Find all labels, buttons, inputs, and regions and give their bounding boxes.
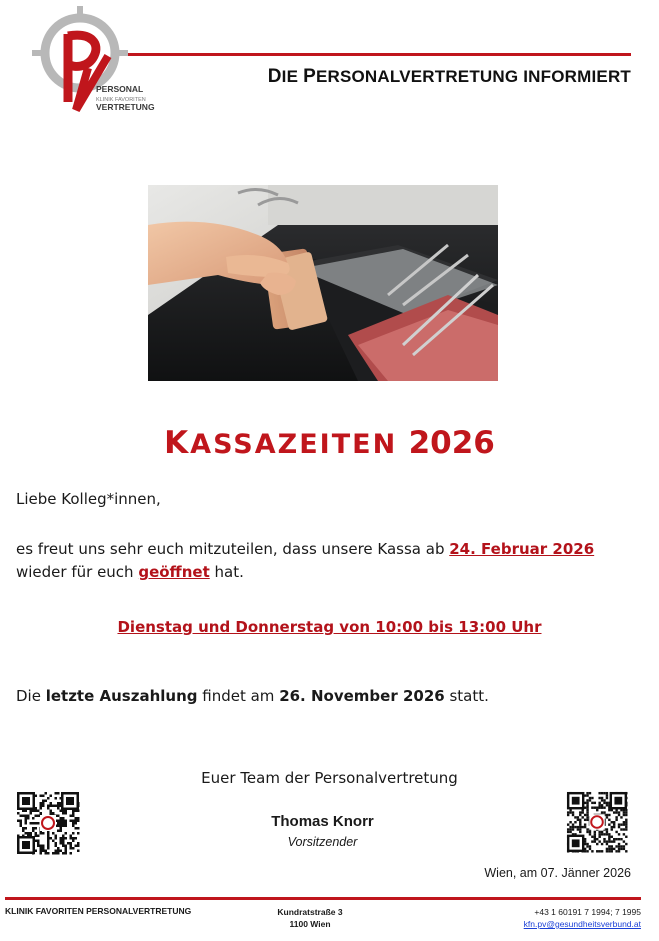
qr-code-icon[interactable] — [566, 791, 628, 853]
footer-contact — [440, 906, 641, 930]
header-title: DIE PERSONALVERTRETUNG INFORMIERT — [267, 66, 631, 87]
logo-text-vertretung: VERTRETUNG — [96, 102, 155, 112]
signer-role: Vorsitzender — [287, 835, 358, 849]
footer-street: Kundratstraße 3 — [277, 907, 343, 917]
footer-rule — [5, 897, 641, 900]
opened-word: geöffnet — [138, 563, 210, 581]
opening-date: 24. Februar 2026 — [449, 540, 595, 558]
cash-drawer-photo — [148, 185, 498, 381]
greeting: Liebe Kolleg*innen, — [16, 490, 161, 508]
team-signoff: Euer Team der Personalvertretung — [201, 769, 458, 787]
logo-text-klinik: KLINIK FAVORITEN — [96, 97, 146, 103]
announcement-paragraph: es freut uns sehr euch mitzuteilen, dass unsere Kassa ab 24. Februar 2026 wieder für euch geöffnet hat. — [16, 540, 595, 581]
opening-hours: Dienstag und Donnerstag von 10:00 bis 13:00 Uhr — [117, 618, 542, 636]
qr-code-icon[interactable] — [16, 791, 80, 855]
header-rule — [128, 53, 631, 56]
signer-name: Thomas Knorr — [271, 813, 374, 830]
footer-phone: +43 1 60191 7 1994; 7 1995 — [534, 907, 641, 917]
pv-logo — [28, 6, 155, 118]
footer-organisation: KLINIK FAVORITEN PERSONALVERTRETUNG — [5, 906, 192, 916]
footer-email-link[interactable]: kfn.pv@gesundheitsverbund.at — [523, 919, 641, 929]
letter-date: Wien, am 07. Jänner 2026 — [484, 866, 631, 880]
logo-text-personal: PERSONAL — [96, 84, 144, 94]
last-payout-line: Die letzte Auszahlung findet am 26. November 2026 statt. — [16, 687, 489, 705]
headline: KASSAZEITEN 2026 — [164, 425, 495, 461]
footer-address — [240, 906, 380, 930]
footer-city: 1100 Wien — [289, 919, 331, 929]
